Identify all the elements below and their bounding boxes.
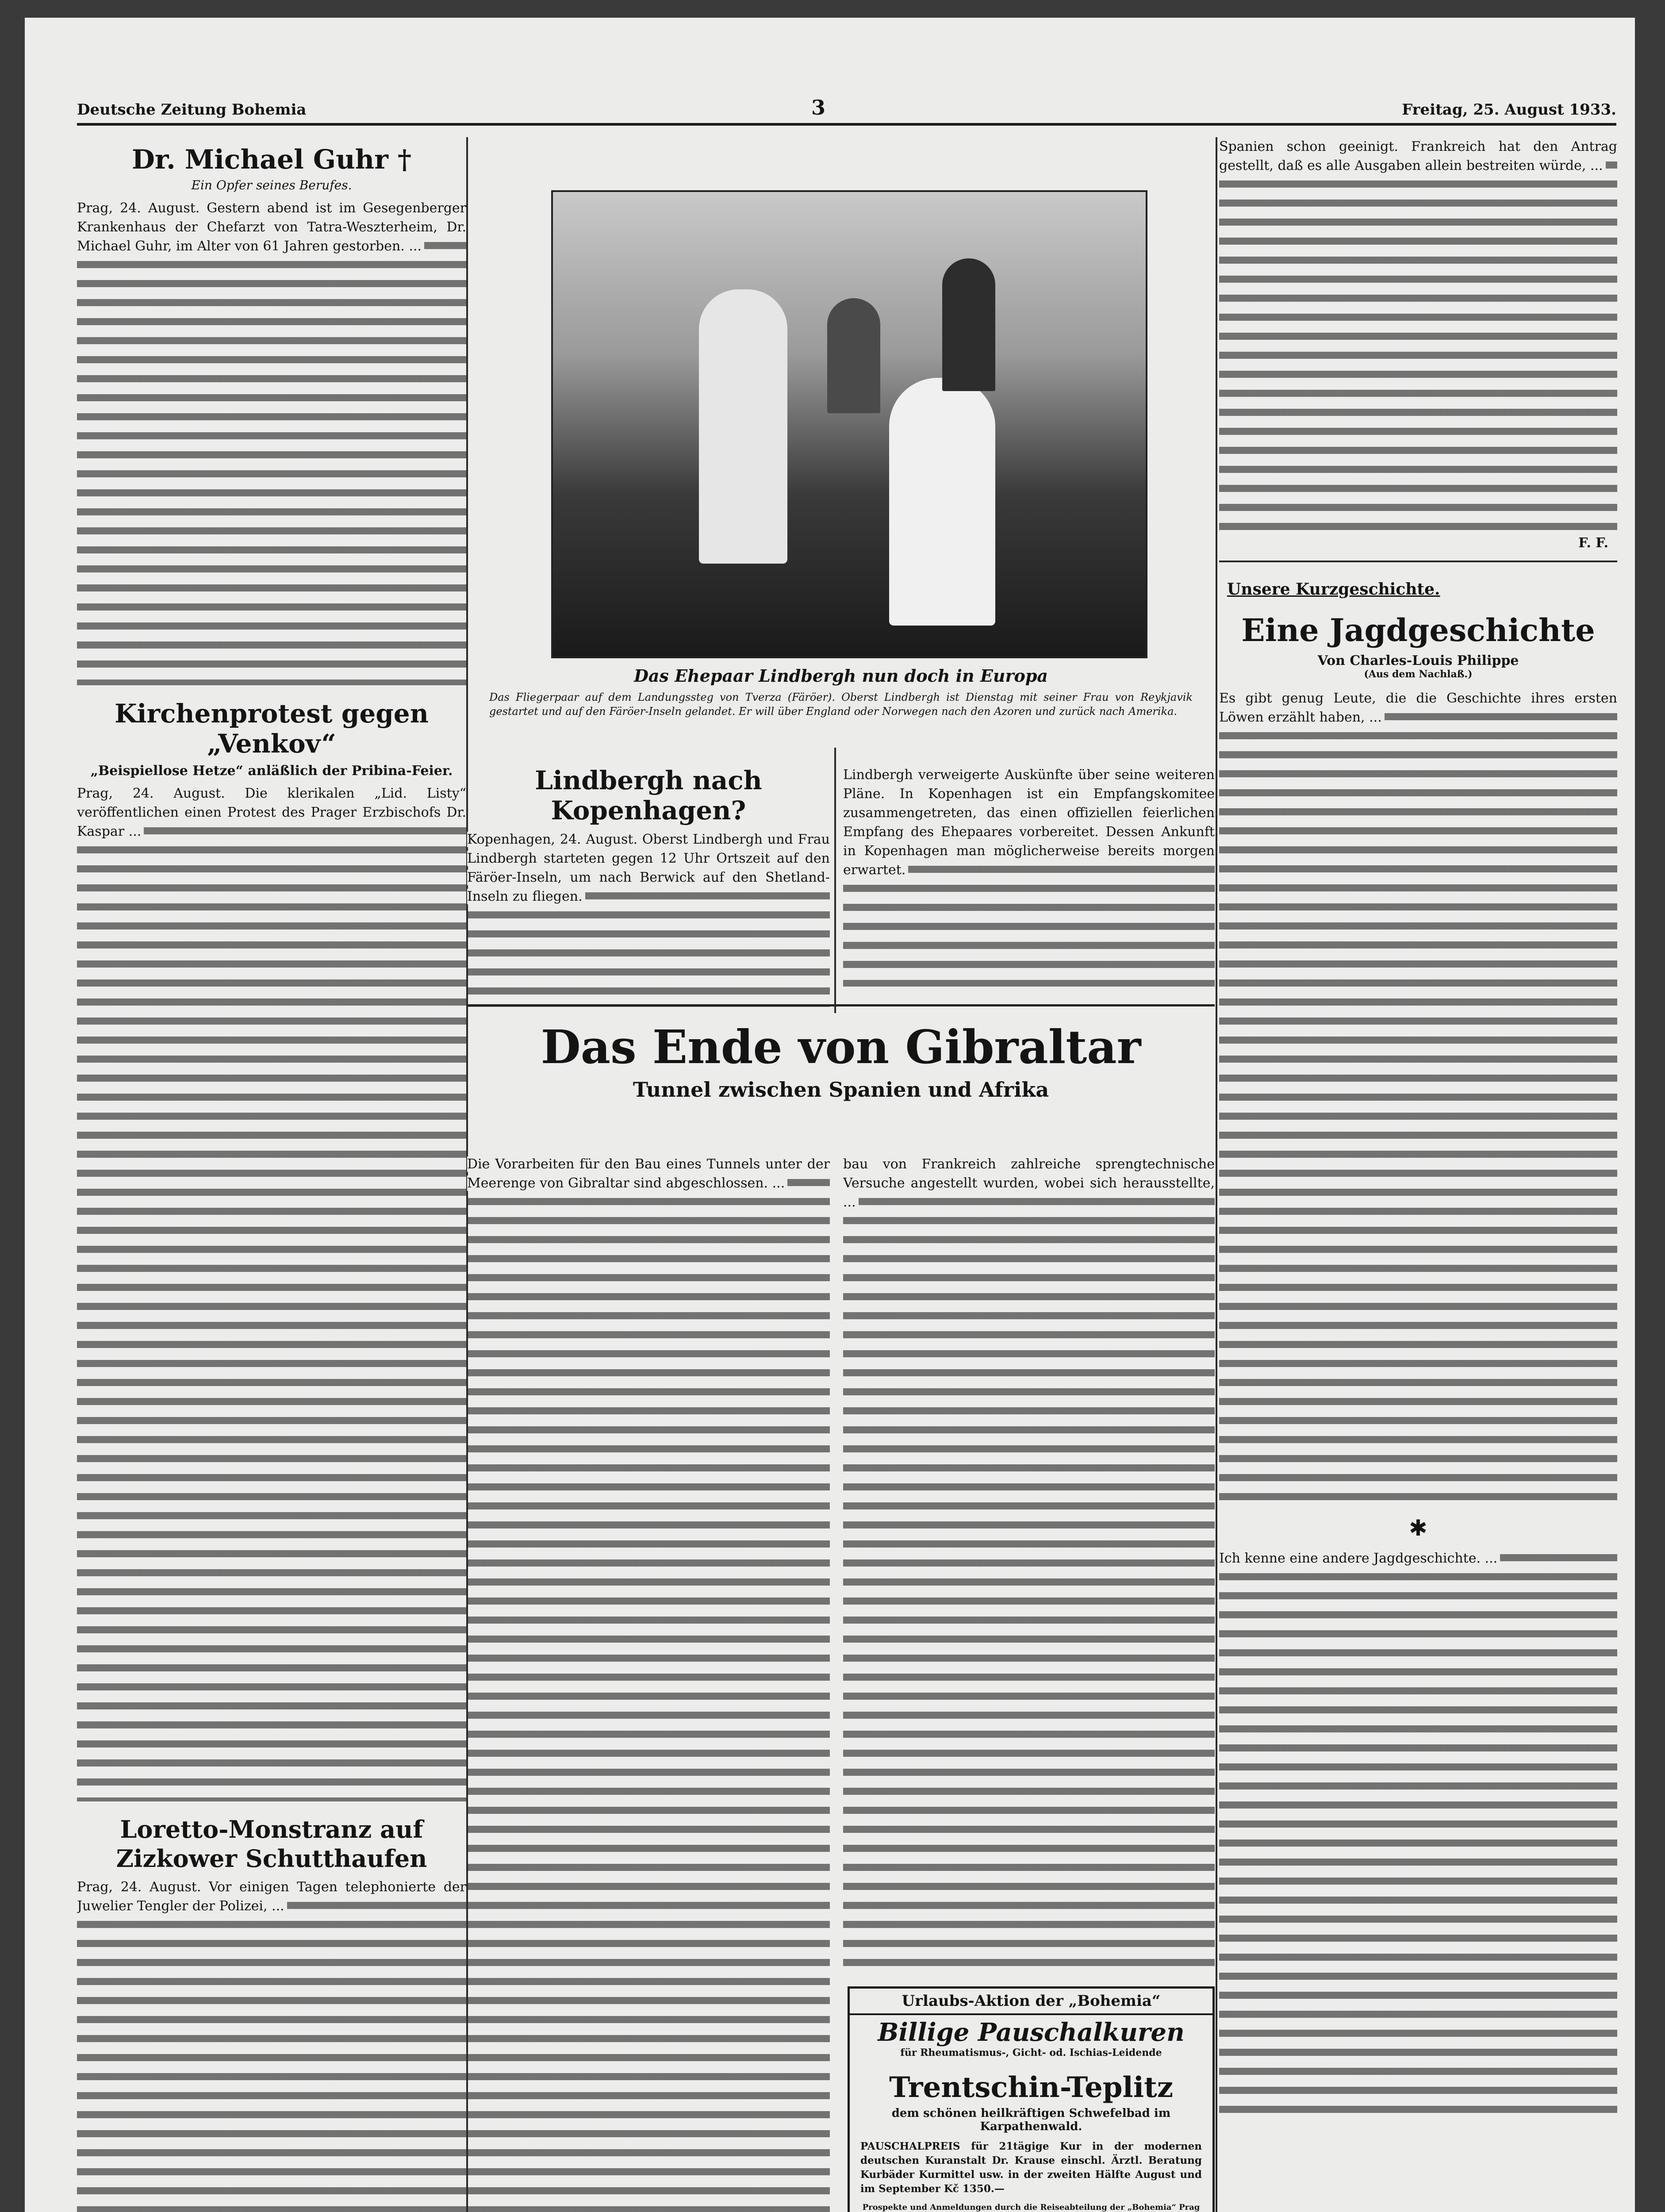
page-header xyxy=(77,92,1616,126)
obituary-title: Dr. Michael Guhr † xyxy=(131,144,412,175)
photo-figure-background-2 xyxy=(827,298,880,413)
photo-figure-man xyxy=(699,289,787,564)
protest-body xyxy=(77,784,466,1801)
obituary-body xyxy=(77,199,466,685)
bohemia-advertisement xyxy=(848,1986,1215,2212)
protest-subtitle: „Beispiellose Hetze“ anläßlich der Pribina-Feier. xyxy=(90,763,453,779)
page-number: 3 xyxy=(811,96,826,119)
gibraltar-body-left xyxy=(467,1155,830,2212)
lindbergh-body-text: Kopenhagen, 24. August. Oberst Lindbergh und Frau Lindbergh starteten gegen 12 Uhr Ortszeit auf den Färöer-Inseln, um nach Berwick auf den Shetland-Inseln zu fliegen. xyxy=(467,832,830,904)
story-separator-icon: ✱ xyxy=(1409,1515,1427,1541)
column-left xyxy=(77,137,466,2212)
story-author-note: (Aus dem Nachlaß.) xyxy=(1364,668,1473,680)
column-rule-2 xyxy=(1216,137,1217,2212)
ad-body: PAUSCHALPREIS für 21tägige Kur in der modernen deutschen Kuranstalt Dr. Krause einschl. Ärztl. Beratung Kurbäder Kurmittel usw. in der zweiten Hälfte August und im September Kč 1350.— xyxy=(860,2140,1202,2195)
ad-subtitle: für Rheumatismus-, Gicht- od. Ischias-Leidende xyxy=(900,2047,1162,2058)
ad-place: Trentschin-Teplitz xyxy=(889,2071,1174,2104)
lindbergh-article xyxy=(467,748,1215,1022)
issue-date: Freitag, 25. August 1933. xyxy=(1402,101,1616,119)
paper-name: Deutsche Zeitung Bohemia xyxy=(77,101,307,119)
photo-figure-background-1 xyxy=(942,258,995,391)
section-label: Unsere Kurzgeschichte. xyxy=(1227,580,1440,599)
section-divider xyxy=(1219,561,1617,562)
gibraltar-text-right-content: bau von Frankreich zahlreiche sprengtechnische Versuche angestellt wurden, wobei sich herausstellte, ... xyxy=(843,1156,1215,1210)
ad-header: Urlaubs-Aktion der „Bohemia“ xyxy=(850,1989,1212,2015)
monstranz-title: Loretto-Monstranz auf Zizkower Schutthaufen xyxy=(116,1815,427,1873)
protest-body-text: Prag, 24. August. Die klerikalen „Lid. Listy“ veröffentlichen einen Protest des Prager Erzbischofs Dr. Kaspar ... xyxy=(77,786,466,839)
obituary-subtitle: Ein Opfer seines Berufes. xyxy=(191,178,352,192)
lindbergh-body xyxy=(467,830,830,1007)
lindbergh-photo xyxy=(551,190,1147,658)
photo-figure-woman xyxy=(889,378,995,626)
story-author: Von Charles-Louis Philippe xyxy=(1317,653,1519,668)
lindbergh-body-right-text: Lindbergh verweigerte Auskünfte über seine weiteren Pläne. In Kopenhagen ist ein Empfangskomitee zusammengetreten, das einen offiziellen feierlichen Empfang des Ehepaares vorbereitet. Dessen Ankunft in Kopenhagen man möglicherweise bereits morgen erwartet. xyxy=(843,767,1215,878)
gibraltar-continuation-text: Spanien schon geeinigt. Frankreich hat den Antrag gestellt, daß es alle Ausgaben allein bestreiten würde, ... xyxy=(1219,139,1617,173)
gibraltar-subtitle: Tunnel zwischen Spanien und Afrika xyxy=(633,1078,1049,1102)
monstranz-body-text: Prag, 24. August. Vor einigen Tagen telephonierte der Juwelier Tengler der Polizei, ... xyxy=(77,1879,466,1914)
lindbergh-column-rule xyxy=(834,748,836,1013)
gibraltar-headline xyxy=(467,1004,1215,1144)
lindbergh-article-left xyxy=(467,748,830,1013)
story-body-2 xyxy=(1219,1549,1617,2124)
ad-title: Billige Pauschalkuren xyxy=(878,2018,1185,2047)
story-body xyxy=(1219,689,1617,1507)
story-title: Eine Jagdgeschichte xyxy=(1241,612,1595,649)
ad-place-sub: dem schönen heilkräftigen Schwefelbad im Karpathenwald. xyxy=(891,2107,1171,2133)
protest-title: Kirchenprotest gegen „Venkov“ xyxy=(115,699,429,759)
gibraltar-text-left xyxy=(467,1155,830,2212)
obituary-body-text: Prag, 24. August. Gestern abend ist im Gesegenberger Krankenhaus der Chefarzt von Tatra-Weszterheim, Dr. Michael Guhr, im Alter von 61 Jahren gestorben. ... xyxy=(77,200,466,254)
photo-caption-text: Das Fliegerpaar auf dem Landungssteg von Tverza (Färöer). Oberst Lindbergh ist Dienstag mit seiner Frau von Reykjavik gestartet und auf den Färöer-Inseln gelandet. Er will über England oder Norwegen nach den Azoren und zurück nach Amerika. xyxy=(489,691,1193,718)
photo-caption-title: Das Ehepaar Lindbergh nun doch in Europa xyxy=(633,666,1048,686)
column-right xyxy=(1219,137,1617,2212)
article-signature: F. F. xyxy=(1578,535,1608,551)
newspaper-page xyxy=(25,18,1635,2212)
gibraltar-continuation xyxy=(1219,137,1617,535)
gibraltar-text-right xyxy=(843,1155,1215,1969)
gibraltar-title: Das Ende von Gibraltar xyxy=(541,1020,1141,1074)
ad-footer: Prospekte und Anmeldungen durch die Reiseabteilung der „Bohemia“ Prag xyxy=(862,2203,1200,2212)
lindbergh-title: Lindbergh nach Kopenhagen? xyxy=(535,765,762,826)
story-body-text: Es gibt genug Leute, die die Geschichte ihres ersten Löwen erzählt haben, ... xyxy=(1219,691,1617,725)
lindbergh-body-right xyxy=(843,765,1215,987)
monstranz-body xyxy=(77,1878,466,2212)
column-center xyxy=(467,137,1215,2212)
lindbergh-article-right xyxy=(843,748,1215,1013)
story-body-2-text: Ich kenne eine andere Jagdgeschichte. ... xyxy=(1219,1551,1500,1566)
gibraltar-text-left-content: Die Vorarbeiten für den Bau eines Tunnels unter der Meerenge von Gibraltar sind abgeschlossen. ... xyxy=(467,1156,830,1191)
